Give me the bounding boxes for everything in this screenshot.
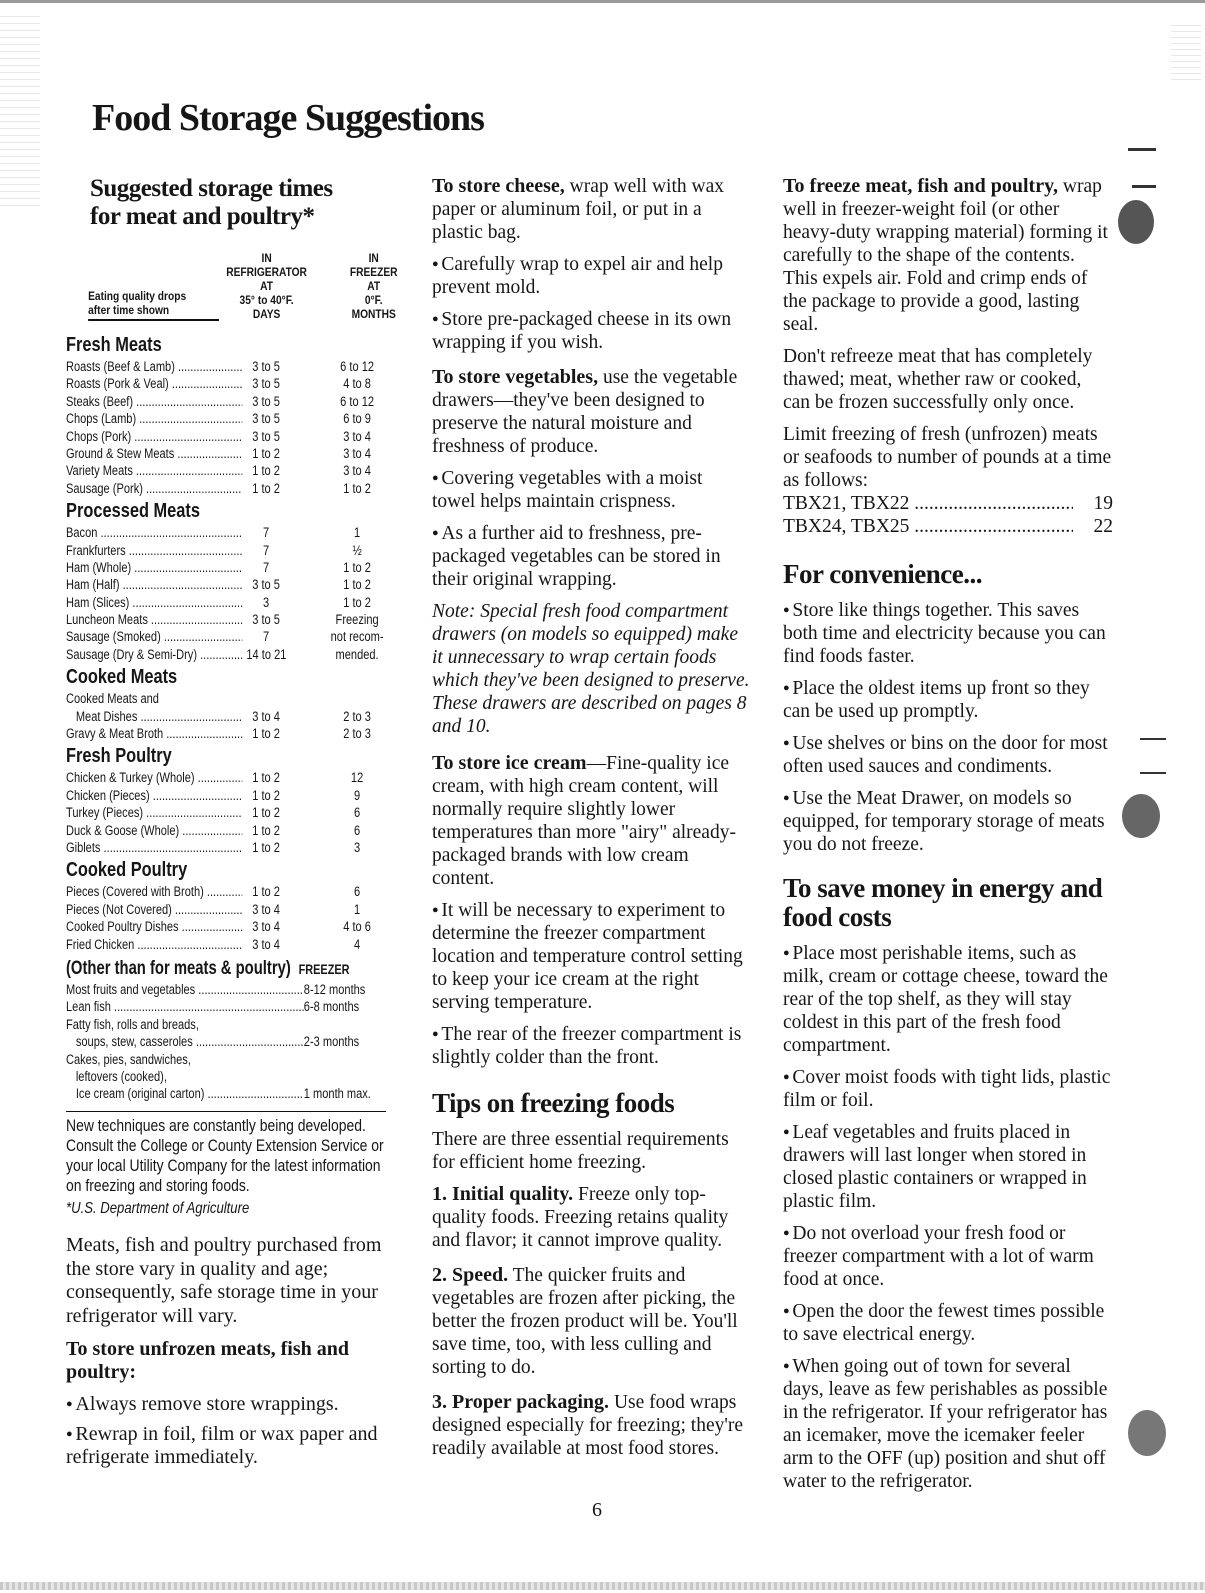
- row-refrigerator-days: 3 to 4: [246, 708, 285, 725]
- freezer-header-line: IN: [368, 251, 379, 265]
- save-money-bullet: ● Cover moist foods with tight lids, plastic film or foil.: [783, 1066, 1113, 1112]
- refrigerator-header-line: 35° to 40°F.: [239, 293, 294, 307]
- row-refrigerator-days: 3 to 4: [246, 901, 285, 918]
- row-freezer-months: ½: [328, 542, 385, 559]
- storage-table-heading: [90, 175, 402, 231]
- section-rows: [66, 524, 394, 663]
- table-row: [66, 822, 394, 839]
- row-refrigerator-days: 1 to 2: [246, 462, 285, 479]
- convenience-bullets: [783, 599, 1113, 856]
- ice-cream-bullet: ● It will be necessary to experiment to determine the freezer compartment location and temperature control setting to keep your ice cream at the right serving temperature.: [432, 899, 750, 1014]
- refrigerator-header-line: AT: [260, 279, 274, 293]
- unfrozen-heading: To store unfrozen meats, fish and poultry:: [66, 1338, 349, 1384]
- row-refrigerator-days: 3 to 5: [246, 410, 285, 427]
- convenience-bullet: ● Use shelves or bins on the door for most often used sauces and condiments.: [783, 732, 1113, 778]
- eating-quality-line1: Eating quality drops: [88, 289, 187, 303]
- convenience-bullet: ● Use the Meat Drawer, on models so equipped, for temporary storage of meats you do not freeze.: [783, 787, 1113, 856]
- row-refrigerator-days: 7: [246, 542, 285, 559]
- tips-heading: Tips on freezing foods: [432, 1088, 675, 1118]
- section-heading: Cooked Meats: [66, 666, 178, 689]
- table-row: [66, 839, 394, 856]
- row-item: Pieces (Not Covered) .....: [66, 901, 242, 918]
- binder-tick: [1140, 772, 1166, 774]
- table-row: [66, 646, 394, 663]
- row-freezer-months: 3: [328, 839, 385, 856]
- row-freezer-months: 1 to 2: [328, 559, 385, 576]
- other-row-value: 6-8 months: [303, 999, 360, 1015]
- save-money-bullet: ● When going out of town for several days, leave as few perishables as possible in the refrigerator. If your refrigerator has an icemaker, move the icemaker feeler arm to the OFF (up) position and shut off water to the refrigerator.: [783, 1355, 1113, 1493]
- vegetable-bullet: ● Covering vegetables with a moist towel helps maintain crispness.: [432, 467, 750, 513]
- row-item: Chicken (Pieces) .....: [66, 787, 242, 804]
- row-item: Ham (Slices) .....: [66, 594, 242, 611]
- row-refrigerator-days: 1 to 2: [246, 787, 285, 804]
- row-refrigerator-days: 3 to 5: [246, 358, 285, 375]
- other-row-value: 1 month max.: [303, 1086, 371, 1102]
- binder-tick: [1132, 185, 1156, 188]
- column1-body: [66, 1234, 402, 1470]
- row-item: Turkey (Pieces) .....: [66, 804, 242, 821]
- row-refrigerator-days: 1 to 2: [246, 839, 285, 856]
- ice-cream-bullet: ● The rear of the freezer compartment is slightly colder than the front.: [432, 1023, 750, 1069]
- row-freezer-months: 1 to 2: [328, 594, 385, 611]
- row-refrigerator-days: 3 to 5: [246, 611, 285, 628]
- cheese-text: wrap well with wax paper or aluminum foil, or put in a plastic bag.: [432, 176, 724, 243]
- vegetables-para: [432, 366, 750, 458]
- save-money-bullet: ● Place most perishable items, such as milk, cream or cottage cheese, toward the rear of the top shelf, as they will stay coldest in this part of the fresh food compartment.: [783, 942, 1113, 1057]
- refrigerator-header-line: DAYS: [252, 307, 281, 321]
- row-refrigerator-days: 7: [246, 524, 285, 541]
- footnote-text: New techniques are constantly being developed. Consult the College or County Extension Service or your local Utility Company for the latest information on freezing and storing foods.: [66, 1116, 384, 1196]
- footnote-rule: [66, 1111, 386, 1113]
- table-row: [66, 524, 394, 541]
- cheese-bullet: ● Carefully wrap to expel air and help prevent mold.: [432, 253, 750, 299]
- refrigerator-column-header: [216, 251, 318, 321]
- row-refrigerator-days: 3 to 4: [246, 918, 285, 935]
- row-item: Gravy & Meat Broth .....: [66, 725, 242, 742]
- binder-tick: [1128, 148, 1156, 151]
- row-item: Chops (Lamb) .....: [66, 410, 242, 427]
- section-rows: [66, 883, 394, 953]
- row-freezer-months: 4: [328, 936, 385, 953]
- binder-hole: [1118, 200, 1154, 244]
- row-freezer-months: 6: [328, 804, 385, 821]
- row-freezer-months: 4 to 6: [328, 918, 385, 935]
- vegetables-text: use the vegetable drawers—they've been designed to preserve the natural moisture and freshness of produce.: [432, 367, 738, 457]
- table-row: [66, 462, 394, 479]
- tips-intro: There are three essential requirements for efficient home freezing.: [432, 1129, 729, 1173]
- row-item: Chicken & Turkey (Whole) .....: [66, 769, 242, 786]
- column-storage-table: [66, 175, 402, 1476]
- row-freezer-months: 6: [328, 822, 385, 839]
- row-refrigerator-days: 1 to 2: [246, 725, 285, 742]
- model-limit-row: [783, 492, 1113, 515]
- row-item: Bacon .....: [66, 524, 242, 541]
- other-row-value: 8-12 months: [303, 981, 366, 997]
- other-row: [66, 1016, 394, 1033]
- row-refrigerator-days: 3 to 5: [246, 576, 285, 593]
- scan-bottom-edge: [0, 1582, 1205, 1590]
- row-freezer-months: 12: [328, 769, 385, 786]
- section-rows: [66, 690, 394, 742]
- tip-text: Freeze only top-quality foods. Freezing retains quality and flavor; it cannot improve quality.: [432, 1184, 729, 1251]
- ice-cream-lead: To store ice cream: [432, 752, 587, 774]
- convenience-bullet: ● Place the oldest items up front so they can be used up promptly.: [783, 677, 1113, 723]
- row-item: Cooked Poultry Dishes .....: [66, 918, 242, 935]
- row-item: Ham (Whole) .....: [66, 559, 242, 576]
- other-row-item: Cakes, pies, sandwiches,: [66, 1051, 191, 1067]
- storage-heading-line1: Suggested storage times: [90, 175, 333, 202]
- other-row: [66, 1051, 394, 1068]
- table-row: [66, 375, 394, 392]
- row-freezer-months: 1 to 2: [328, 480, 385, 497]
- save-money-heading: To save money in energy and food costs: [783, 873, 1103, 932]
- refrigerator-header-line: IN: [261, 251, 272, 265]
- model-pounds: 19: [1093, 493, 1113, 514]
- vegetable-bullets: [432, 467, 750, 591]
- column-storage-tips: [432, 175, 750, 1472]
- row-item: Fried Chicken .....: [66, 936, 242, 953]
- tip-lead: 1. Initial quality.: [432, 1183, 574, 1205]
- tip-lead: 2. Speed.: [432, 1264, 509, 1286]
- table-row: [66, 445, 394, 462]
- row-item: Duck & Goose (Whole) .....: [66, 822, 242, 839]
- row-refrigerator-days: 3 to 5: [246, 393, 285, 410]
- table-row: [66, 901, 394, 918]
- row-refrigerator-days: 7: [246, 559, 285, 576]
- freezing-tip: [432, 1391, 750, 1460]
- row-item: Chops (Pork) .....: [66, 428, 242, 445]
- other-row-value: 2-3 months: [303, 1034, 360, 1050]
- cheese-para: [432, 175, 750, 244]
- convenience-heading: For convenience...: [783, 559, 982, 589]
- other-row-item: Ice cream (original carton) .....: [76, 1085, 304, 1102]
- table-row: [66, 559, 394, 576]
- table-row: [66, 936, 394, 953]
- other-row: [66, 1085, 394, 1102]
- header-rule: [88, 319, 219, 321]
- row-refrigerator-days: 1 to 2: [246, 883, 285, 900]
- row-item: Cooked Meats and: [66, 691, 159, 707]
- row-refrigerator-days: 3: [246, 594, 285, 611]
- row-freezer-months: 6 to 9: [328, 410, 385, 427]
- row-item: Sausage (Smoked) .....: [66, 628, 242, 645]
- tip-lead: 3. Proper packaging.: [432, 1391, 610, 1413]
- table-row: [66, 769, 394, 786]
- other-row-item: leftovers (cooked),: [75, 1068, 167, 1084]
- section-heading: Fresh Meats: [66, 334, 162, 356]
- ice-cream-para: [432, 752, 750, 890]
- table-row: [66, 358, 394, 375]
- scan-top-edge: [0, 0, 1205, 3]
- freezer-column-header: [340, 251, 408, 321]
- table-row: [66, 804, 394, 821]
- row-freezer-months: 1: [328, 524, 385, 541]
- page-number: 6: [592, 1499, 602, 1521]
- row-freezer-months: 2 to 3: [328, 708, 385, 725]
- model-limit-row: [783, 515, 1113, 538]
- storage-sections: [66, 333, 402, 953]
- freeze-meat-lead: To freeze meat, fish and poultry,: [783, 175, 1058, 197]
- unfrozen-bullet: ● Always remove store wrappings.: [66, 1393, 402, 1417]
- limit-para: Limit freezing of fresh (unfrozen) meats or seafoods to number of pounds at a time as follows:: [783, 424, 1112, 491]
- row-refrigerator-days: 14 to 21: [246, 646, 287, 662]
- row-refrigerator-days: 1 to 2: [246, 480, 285, 497]
- table-row: [66, 918, 394, 935]
- table-row: [66, 393, 394, 410]
- other-freezer-label: FREEZER: [298, 960, 350, 977]
- column-freezing-energy: [783, 175, 1113, 1502]
- freeze-meat-para: [783, 175, 1113, 336]
- eating-quality-line2: after time shown: [88, 303, 170, 317]
- save-money-bullets: [783, 942, 1113, 1493]
- freezer-header-line: FREEZER: [349, 265, 398, 279]
- section-heading: Processed Meats: [66, 500, 201, 523]
- binder-hole: [1122, 794, 1160, 838]
- cheese-bullets: [432, 253, 750, 354]
- row-item: Meat Dishes .....: [76, 708, 242, 725]
- freezing-tips: [432, 1183, 750, 1460]
- table-row: [66, 708, 394, 725]
- row-item: Giblets .....: [66, 839, 242, 856]
- row-freezer-months: 4 to 8: [328, 375, 385, 392]
- row-freezer-months: 9: [328, 787, 385, 804]
- tip-text: The quicker fruits and vegetables are frozen after picking, the better the frozen product will be. You'll save time, too, with less culling and sorting to do.: [432, 1265, 738, 1378]
- other-heading-text: (Other than for meats & poultry): [66, 957, 291, 979]
- row-item: Variety Meats .....: [66, 462, 242, 479]
- row-item: Sausage (Pork) .....: [66, 480, 242, 497]
- scan-left-marks: [0, 10, 40, 210]
- freeze-meat-text: wrap well in freezer-weight foil (or other heavy-duty wrapping material) forming it carefully to the shape of the contents. This expels air. Fold and crimp ends of the package to provide a good, lasting seal.: [783, 176, 1108, 335]
- table-row: [66, 690, 394, 707]
- row-freezer-months: not recom-: [328, 628, 385, 645]
- other-row: [66, 1033, 394, 1050]
- eating-quality-label: [88, 289, 186, 317]
- row-item: Steaks (Beef) .....: [66, 393, 242, 410]
- save-money-bullet: ● Leaf vegetables and fruits placed in drawers will last longer when stored in closed plastic containers or wrapped in plastic film.: [783, 1121, 1113, 1213]
- row-freezer-months: 1 to 2: [328, 576, 385, 593]
- refrigerator-header-line: REFRIGERATOR: [226, 265, 307, 279]
- table-row: [66, 542, 394, 559]
- other-row-item: Fatty fish, rolls and breads,: [66, 1016, 199, 1032]
- table-row: [66, 787, 394, 804]
- vegetables-lead: To store vegetables,: [432, 366, 599, 388]
- ice-cream-bullets: [432, 899, 750, 1069]
- other-row-item: Lean fish .....: [66, 998, 304, 1015]
- model-names: TBX21, TBX22 .....: [783, 492, 1073, 515]
- table-row: [66, 725, 394, 742]
- model-limits: [783, 492, 1113, 538]
- row-freezer-months: 3 to 4: [328, 428, 385, 445]
- ice-cream-text: —Fine-quality ice cream, with high cream content, will normally require slightly lower temperatures than more "airy" already-packaged brands with low cream content.: [432, 753, 736, 889]
- section-rows: [66, 769, 394, 856]
- other-foods-heading: [66, 957, 394, 981]
- freezing-tip: [432, 1183, 750, 1252]
- other-row: [66, 1068, 394, 1085]
- other-row: [66, 981, 394, 998]
- row-refrigerator-days: 1 to 2: [246, 445, 285, 462]
- section-heading: Cooked Poultry: [66, 859, 188, 882]
- row-freezer-months: 6 to 12: [328, 393, 385, 410]
- save-money-bullet: ● Open the door the fewest times possible to save electrical energy.: [783, 1300, 1113, 1346]
- save-money-bullet: ● Do not overload your fresh food or freezer compartment with a lot of warm food at once.: [783, 1222, 1113, 1291]
- row-freezer-months: mended.: [328, 646, 385, 663]
- unfrozen-bullet: ● Rewrap in foil, film or wax paper and refrigerate immediately.: [66, 1423, 402, 1470]
- table-row: [66, 883, 394, 900]
- page-title: Food Storage Suggestions: [92, 97, 484, 139]
- row-refrigerator-days: 7: [246, 628, 285, 645]
- row-freezer-months: Freezing: [328, 611, 385, 628]
- storage-heading-line2: for meat and poultry*: [90, 203, 315, 230]
- model-pounds: 22: [1093, 516, 1113, 537]
- row-freezer-months: 3 to 4: [328, 462, 385, 479]
- tip-text: Use food wraps designed especially for freezing; they're readily available at most food stores.: [432, 1392, 744, 1459]
- binder-tick: [1140, 738, 1166, 740]
- row-item: Sausage (Dry & Semi-Dry) .....: [66, 646, 242, 663]
- table-row: [66, 428, 394, 445]
- row-freezer-months: 1: [328, 901, 385, 918]
- row-freezer-months: 6: [328, 883, 385, 900]
- convenience-bullet: ● Store like things together. This saves both time and electricity because you can find foods faster.: [783, 599, 1113, 668]
- other-row-item: soups, stew, casseroles .....: [76, 1033, 304, 1050]
- binder-hole: [1128, 1410, 1166, 1456]
- table-row: [66, 594, 394, 611]
- row-refrigerator-days: 3 to 4: [246, 936, 285, 953]
- vegetable-bullet: ● As a further aid to freshness, pre-packaged vegetables can be stored in their original wrapping.: [432, 522, 750, 591]
- row-item: Frankfurters .....: [66, 542, 242, 559]
- table-row: [66, 480, 394, 497]
- freezer-header-line: 0°F.: [364, 293, 383, 307]
- storage-variance-para: Meats, fish and poultry purchased from the store vary in quality and age; consequently, safe storage time in your refrigerator will vary.: [66, 1234, 382, 1327]
- freezer-header-line: MONTHS: [351, 307, 396, 321]
- row-item: Roasts (Beef & Lamb) .....: [66, 358, 242, 375]
- row-item: Ham (Half) .....: [66, 576, 242, 593]
- row-freezer-months: 6 to 12: [328, 358, 385, 375]
- section-heading: Fresh Poultry: [66, 745, 172, 768]
- table-row: [66, 628, 394, 645]
- row-refrigerator-days: 1 to 2: [246, 822, 285, 839]
- row-item: Roasts (Pork & Veal) .....: [66, 375, 242, 392]
- row-freezer-months: 2 to 3: [328, 725, 385, 742]
- table-row: [66, 410, 394, 427]
- row-freezer-months: 3 to 4: [328, 445, 385, 462]
- unfrozen-bullets: [66, 1393, 402, 1470]
- storage-table-header: [66, 251, 402, 331]
- row-item: Luncheon Meats .....: [66, 611, 242, 628]
- row-refrigerator-days: 1 to 2: [246, 804, 285, 821]
- refreeze-para: Don't refreeze meat that has completely thawed; meat, whether raw or cooked, can be frozen successfully only once.: [783, 346, 1093, 413]
- scan-right-marks: [1171, 20, 1201, 80]
- section-rows: [66, 358, 394, 497]
- freezer-header-line: AT: [367, 279, 381, 293]
- table-row: [66, 611, 394, 628]
- row-item: Ground & Stew Meats .....: [66, 445, 242, 462]
- row-refrigerator-days: 1 to 2: [246, 769, 285, 786]
- model-names: TBX24, TBX25 .....: [783, 515, 1073, 538]
- row-refrigerator-days: 3 to 5: [246, 428, 285, 445]
- cheese-lead: To store cheese,: [432, 175, 565, 197]
- table-row: [66, 576, 394, 593]
- other-row-item: Most fruits and vegetables .....: [66, 981, 304, 998]
- cheese-bullet: ● Store pre-packaged cheese in its own wrapping if you wish.: [432, 308, 750, 354]
- source-note: *U.S. Department of Agriculture: [66, 1200, 250, 1218]
- row-item: Pieces (Covered with Broth) .....: [66, 883, 242, 900]
- other-row: [66, 998, 394, 1015]
- row-refrigerator-days: 3 to 5: [246, 375, 285, 392]
- freezing-tip: [432, 1264, 750, 1379]
- drawer-note: Note: Special fresh food compartment drawers (on models so equipped) make it unnecessary to wrap certain foods which they've been designed to preserve. These drawers are described on pages 8 and 10.: [432, 601, 750, 737]
- other-foods-rows: [66, 981, 394, 1103]
